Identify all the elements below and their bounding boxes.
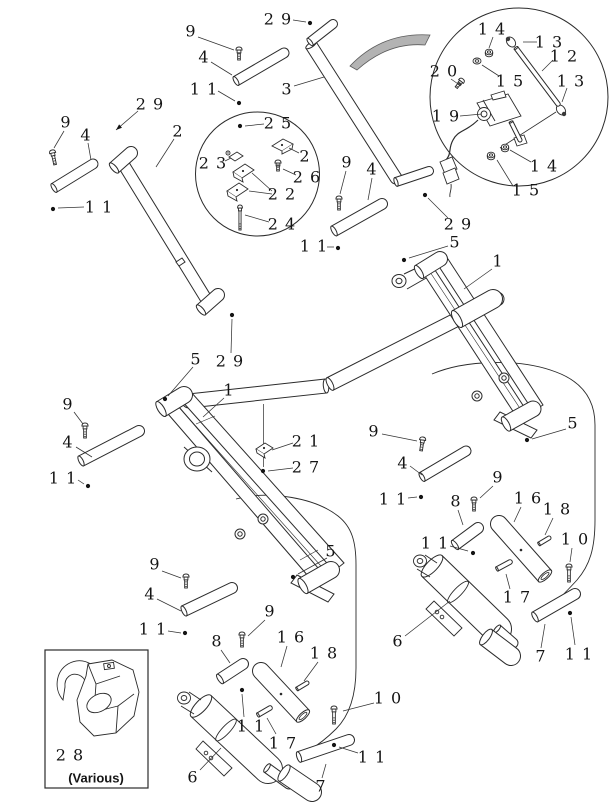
callout-1: 1 (223, 380, 235, 400)
bolt (236, 47, 242, 60)
leader-dot (336, 246, 340, 250)
leader-dot (525, 438, 529, 442)
callout-11: 1 1 (378, 489, 408, 509)
callout-25: 2 5 (263, 113, 293, 133)
bolt (336, 196, 342, 210)
leader-dot (51, 207, 55, 211)
callout-9: 9 (264, 601, 276, 621)
callout-15: 1 5 (511, 180, 541, 200)
callout-1: 1 (492, 251, 504, 271)
callout-3: 3 (281, 79, 293, 99)
callout-17: 1 7 (268, 733, 298, 753)
callout-11: 1 1 (236, 716, 266, 736)
leader-dot (230, 313, 234, 317)
callout-14: 1 4 (529, 156, 559, 176)
pin (419, 446, 471, 481)
bolt-head (239, 632, 245, 635)
pin (78, 425, 144, 465)
leader-line (571, 617, 575, 645)
callout-9: 9 (341, 152, 353, 172)
callout-13: 1 3 (534, 32, 564, 52)
leader-line (248, 620, 265, 636)
clamp-plate-22a (233, 164, 254, 182)
callout-9: 9 (60, 112, 72, 132)
bolt (183, 574, 189, 588)
bolt (275, 160, 281, 171)
callout-29: 2 9 (215, 351, 245, 371)
leader-dot (423, 193, 427, 197)
callout-4: 4 (366, 159, 378, 179)
leader-dot (240, 688, 244, 692)
leader-line (88, 143, 91, 160)
leader-line (339, 747, 358, 753)
callout-4: 4 (198, 47, 210, 67)
leader-line (168, 631, 181, 633)
inset-box (45, 650, 148, 788)
leader-dot (183, 631, 187, 635)
bolt-head (331, 706, 337, 709)
leader-line (304, 662, 318, 681)
leader-line (281, 646, 287, 667)
callout-11: 1 1 (138, 619, 168, 639)
leader-dot (332, 743, 336, 747)
clamp-plate-2 (272, 139, 293, 154)
leader-dot (419, 495, 423, 499)
callout-6: 6 (392, 631, 404, 651)
leader-line (510, 150, 531, 162)
leader-line (157, 599, 181, 611)
bolt (239, 632, 245, 647)
clip-21 (256, 404, 273, 467)
callout-23: 2 3 (198, 153, 228, 173)
leader-line (74, 412, 83, 424)
leader-dot (238, 124, 242, 128)
leader-line (78, 480, 84, 484)
callout-5: 5 (190, 349, 202, 369)
bolt (418, 437, 426, 452)
callout-14: 1 4 (477, 19, 507, 39)
leader-line (343, 703, 374, 711)
callout-21: 2 1 (291, 431, 321, 451)
callout-27: 2 7 (291, 457, 321, 477)
callout-16: 1 6 (513, 488, 543, 508)
callout-18: 1 8 (309, 643, 339, 663)
callout-9: 9 (185, 21, 197, 41)
detail-circle-actuator (430, 8, 608, 197)
callout-4: 4 (62, 432, 74, 452)
leader-line (489, 37, 493, 48)
leader-line (458, 510, 463, 525)
callout-26: 2 6 (292, 167, 322, 187)
callout-9: 9 (62, 394, 74, 414)
leader-dot (308, 21, 312, 25)
leader-line (541, 624, 545, 648)
callout-20: 2 0 (429, 61, 459, 81)
callout-11: 1 1 (48, 468, 78, 488)
leader-line (289, 148, 299, 153)
pin (51, 159, 98, 192)
callout-5: 5 (325, 541, 337, 561)
bolt (566, 564, 572, 582)
leader-dot (291, 575, 295, 579)
bolt-shaft (239, 211, 241, 230)
leader-line (340, 171, 346, 194)
leader-line (570, 548, 572, 562)
callout-2: 2 (172, 121, 184, 141)
pin (395, 167, 434, 187)
leader-dot (261, 469, 265, 473)
sleeve-16 (490, 515, 551, 581)
callout-19: 1 9 (431, 106, 461, 126)
leader-line (156, 139, 174, 167)
hex-nut-bore (489, 154, 492, 156)
leader-dot (471, 551, 475, 555)
callout-11: 1 1 (299, 236, 329, 256)
leader-line (245, 215, 269, 222)
leader-line (54, 131, 64, 148)
clamp-plate-22b (227, 183, 248, 201)
inset-part-label: 2 8 (55, 745, 85, 765)
pin (532, 589, 580, 622)
bolt-head (183, 574, 189, 577)
bolt-head (236, 47, 242, 50)
bolt-head (238, 205, 243, 208)
callout-17: 1 7 (502, 587, 532, 607)
cylinder-back (182, 379, 327, 408)
leader-line (58, 207, 84, 208)
callout-29: 2 9 (135, 94, 165, 114)
callout-29: 2 9 (263, 9, 293, 29)
callout-13: 1 3 (556, 71, 586, 91)
inset-caption: (Various) (68, 770, 124, 786)
leader-line (242, 694, 244, 717)
leader-line (218, 91, 235, 101)
leader-dot (237, 101, 241, 105)
bolt (331, 706, 337, 724)
leader-dot (568, 611, 572, 615)
leader-line (221, 650, 230, 663)
callout-4: 4 (397, 453, 409, 473)
callout-11: 1 1 (84, 197, 114, 217)
callout-11: 1 1 (564, 644, 594, 664)
callout-11: 1 1 (357, 747, 387, 767)
bolt-head (336, 196, 342, 199)
leader-dot (402, 258, 406, 262)
leader-line (464, 269, 492, 289)
callout-22: 2 2 (267, 184, 297, 204)
callout-4: 4 (80, 125, 92, 145)
leader-line (268, 468, 293, 471)
bolt-head (275, 160, 281, 163)
callout-7: 7 (535, 646, 547, 666)
leader-line (293, 20, 306, 22)
callout-7: 7 (315, 776, 327, 796)
bolt (49, 149, 58, 165)
sleeve-mark (520, 549, 523, 552)
callout-5: 5 (449, 232, 461, 252)
callout-12: 1 2 (549, 46, 579, 66)
bolt-head (471, 497, 477, 500)
leader-line (497, 160, 513, 186)
bolt (82, 423, 88, 438)
callout-18: 1 8 (542, 499, 572, 519)
leader-line (368, 178, 372, 200)
arm-2 (117, 159, 213, 305)
washer-bore (475, 60, 479, 63)
bolt (471, 497, 477, 511)
leader-line (267, 718, 276, 734)
leader-line (245, 124, 264, 126)
callout-15: 1 5 (495, 71, 525, 91)
callout-8: 8 (450, 491, 462, 511)
leader-line (410, 466, 422, 475)
callout-11: 1 1 (420, 533, 450, 553)
bolt-shaft (277, 166, 280, 171)
leader-dot (86, 484, 90, 488)
hex-nut-bore (487, 51, 490, 53)
leader-line (231, 319, 232, 353)
leader-line (408, 497, 417, 498)
bolt-head (566, 564, 572, 567)
callout-16: 1 6 (276, 627, 306, 647)
leader-line (294, 77, 324, 86)
callout-10: 1 0 (373, 688, 403, 708)
leader-line (162, 571, 181, 578)
callout-5: 5 (567, 413, 579, 433)
leader-line (272, 443, 293, 450)
swoosh-arrow (350, 35, 430, 70)
callout-6: 6 (187, 767, 199, 787)
hex-nut-bore (503, 146, 506, 148)
callout-11: 1 1 (189, 79, 219, 99)
leader-line (514, 507, 521, 522)
callout-4: 4 (144, 584, 156, 604)
callout-9: 9 (149, 554, 161, 574)
sleeve-mark (280, 693, 283, 696)
bolt (238, 205, 243, 230)
pin (182, 583, 238, 616)
leader-line (480, 486, 493, 498)
leader-line (382, 434, 417, 441)
leader-line (211, 62, 232, 75)
callout-8: 8 (211, 631, 223, 651)
callout-2: 2 (299, 146, 311, 166)
callout-9: 9 (368, 421, 380, 441)
callout-29: 2 9 (443, 214, 473, 234)
callout-24: 2 4 (267, 214, 297, 234)
leader-dot (163, 397, 167, 401)
leader-line (545, 518, 553, 535)
callout-9: 9 (492, 467, 504, 487)
callout-10: 1 0 (560, 529, 590, 549)
